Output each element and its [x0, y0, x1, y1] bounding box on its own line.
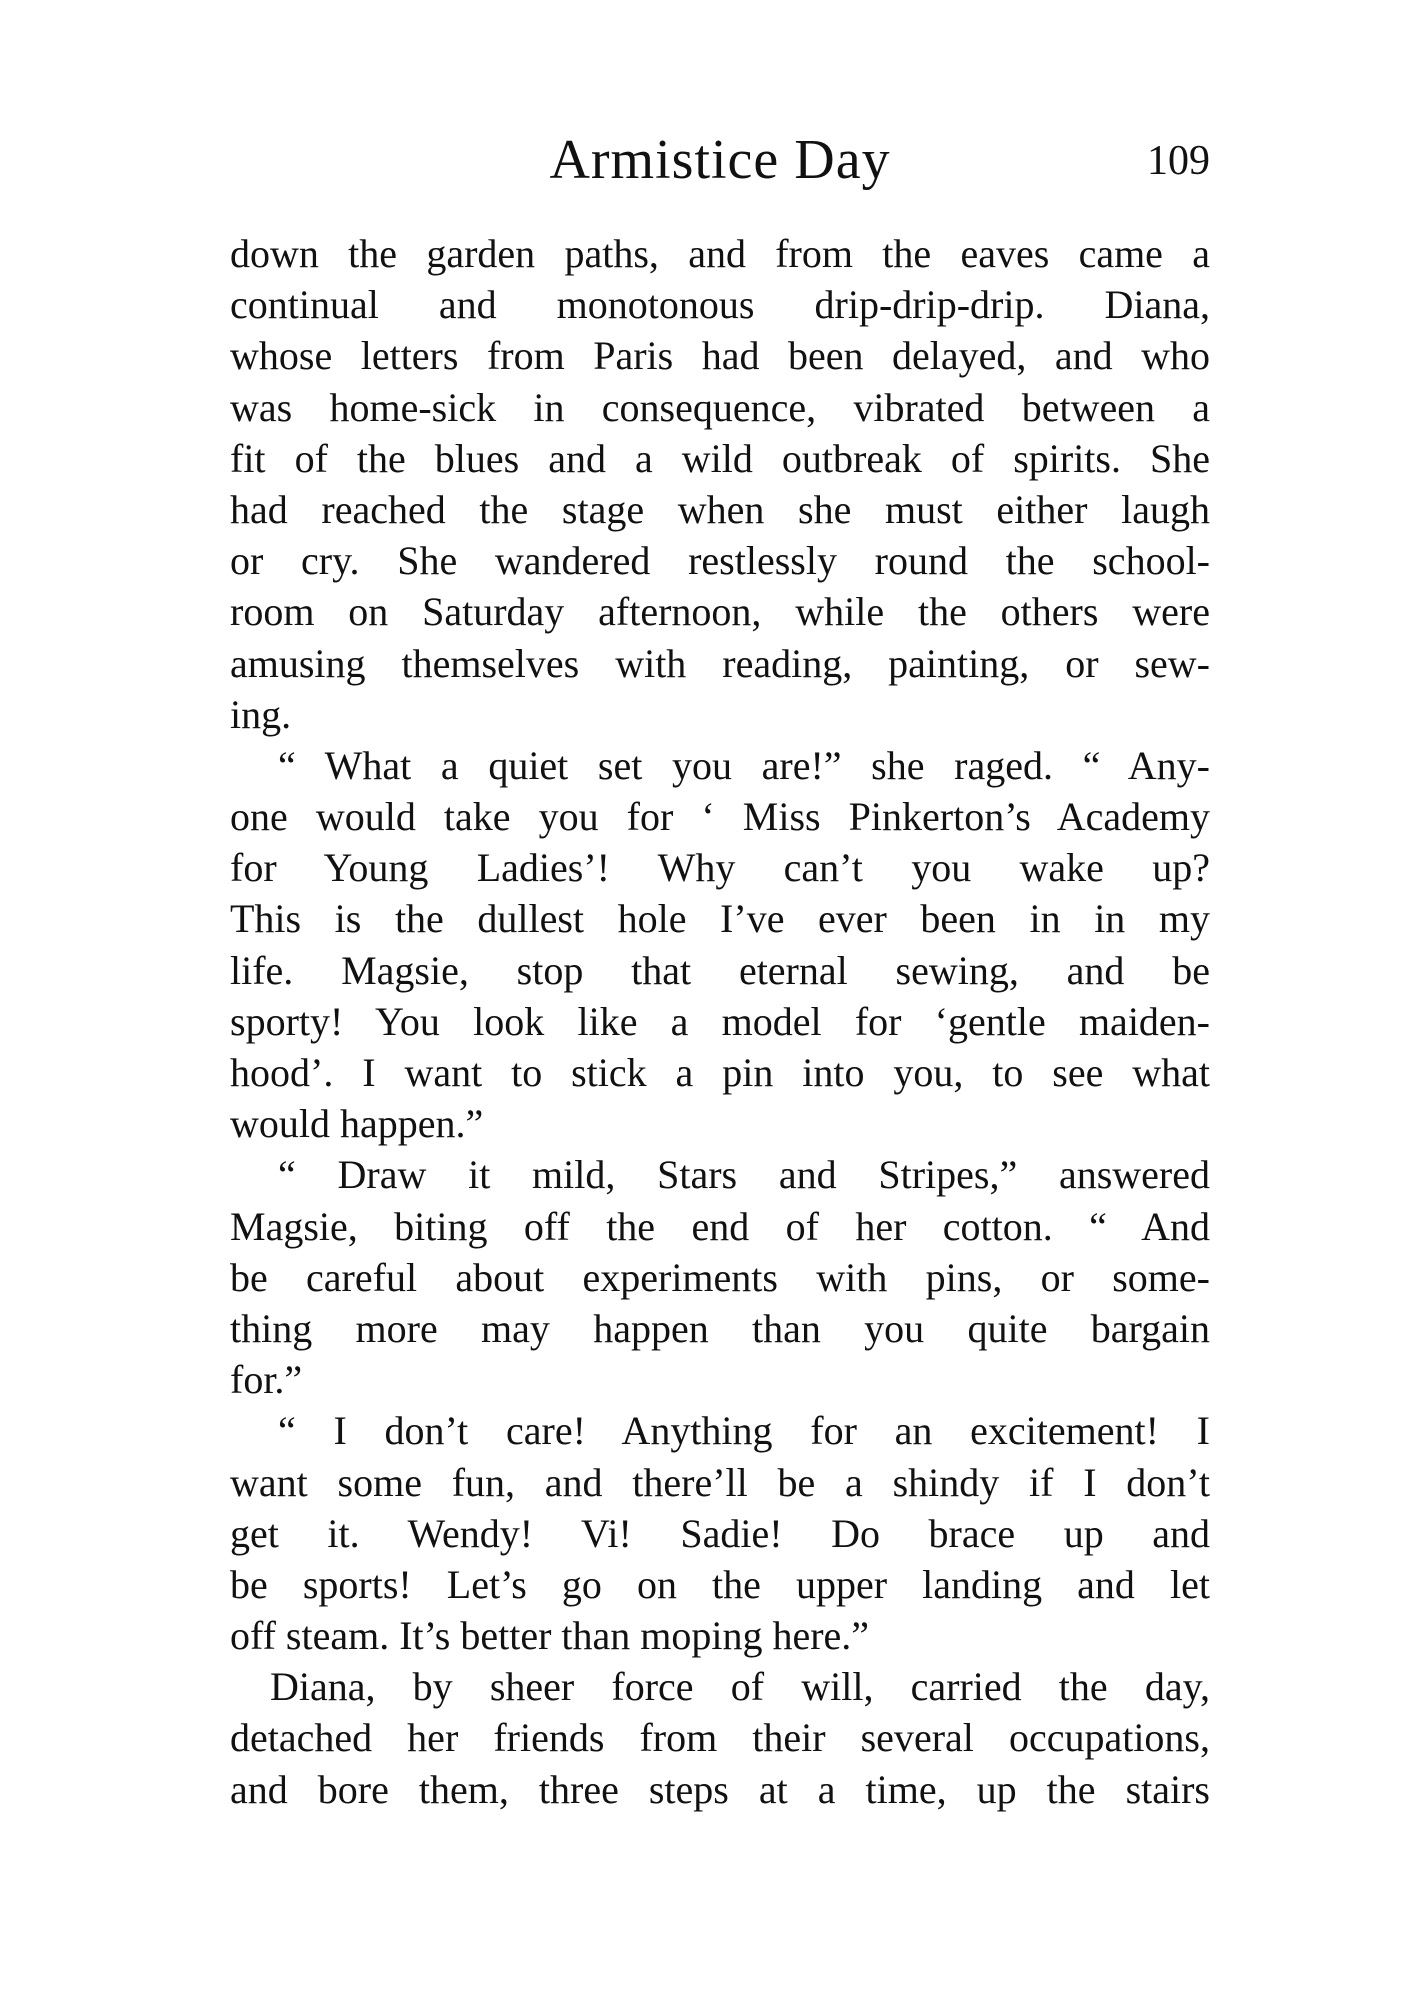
text-line: room on Saturday afternoon, while the others were [230, 589, 1210, 635]
text-line: hood’. I want to stick a pin into you, to see what [230, 1050, 1210, 1095]
text-line: life. Magsie, stop that eternal sewing, and be [230, 947, 1210, 993]
text-line: thing more may happen than you quite bargain [230, 1305, 1210, 1351]
text-line: “ Draw it mild, Stars and Stripes,” answered [278, 1152, 1210, 1198]
text-line: for Young Ladies’! Why can’t you wake up? [230, 845, 1210, 891]
text-line: would happen.” [230, 1101, 484, 1147]
page-number: 109 [1147, 138, 1210, 184]
running-title: Armistice Day [549, 129, 891, 191]
text-line: This is the dullest hole I’ve ever been in in my [230, 896, 1210, 942]
text-line: detached her friends from their several occupations, [230, 1715, 1210, 1761]
text-line: amusing themselves with reading, painting, or sew- [230, 640, 1210, 686]
text-line: want some fun, and there’ll be a shindy if I don’t [230, 1459, 1210, 1505]
text-line: get it. Wendy! Vi! Sadie! Do brace up and [230, 1510, 1210, 1556]
text-line: was home-sick in consequence, vibrated between a [230, 384, 1210, 430]
text-line: sporty! You look like a model for ‘gentle maiden- [230, 998, 1210, 1044]
text-line: one would take you for ‘ Miss Pinkerton’s Academy [230, 794, 1210, 840]
text-line: whose letters from Paris had been delayed, and who [230, 333, 1210, 379]
text-line: and bore them, three steps at a time, up the stairs [230, 1766, 1210, 1812]
text-line: Diana, by sheer force of will, carried the day, [270, 1664, 1210, 1710]
text-line: down the garden paths, and from the eaves came a [230, 231, 1210, 276]
running-head [230, 120, 1210, 200]
text-line: had reached the stage when she must either laugh [230, 486, 1210, 532]
text-line: be careful about experiments with pins, or some- [230, 1254, 1210, 1300]
text-line: “ I don’t care! Anything for an excitement! I [278, 1408, 1210, 1454]
text-line: off steam. It’s better than moping here.” [230, 1613, 870, 1659]
text-line: fit of the blues and a wild outbreak of spirits. She [230, 435, 1210, 481]
text-line: ing. [230, 691, 292, 737]
text-line: “ What a quiet set you are!” she raged. “ Any- [278, 742, 1210, 788]
text-line: for.” [230, 1357, 303, 1403]
text-line: continual and monotonous drip-drip-drip. Diana, [230, 282, 1210, 328]
body-text [230, 228, 1210, 1815]
text-line: or cry. She wandered restlessly round the school- [230, 538, 1210, 584]
text-line: Magsie, biting off the end of her cotton. “ And [230, 1203, 1210, 1249]
text-line: be sports! Let’s go on the upper landing and let [230, 1561, 1210, 1607]
